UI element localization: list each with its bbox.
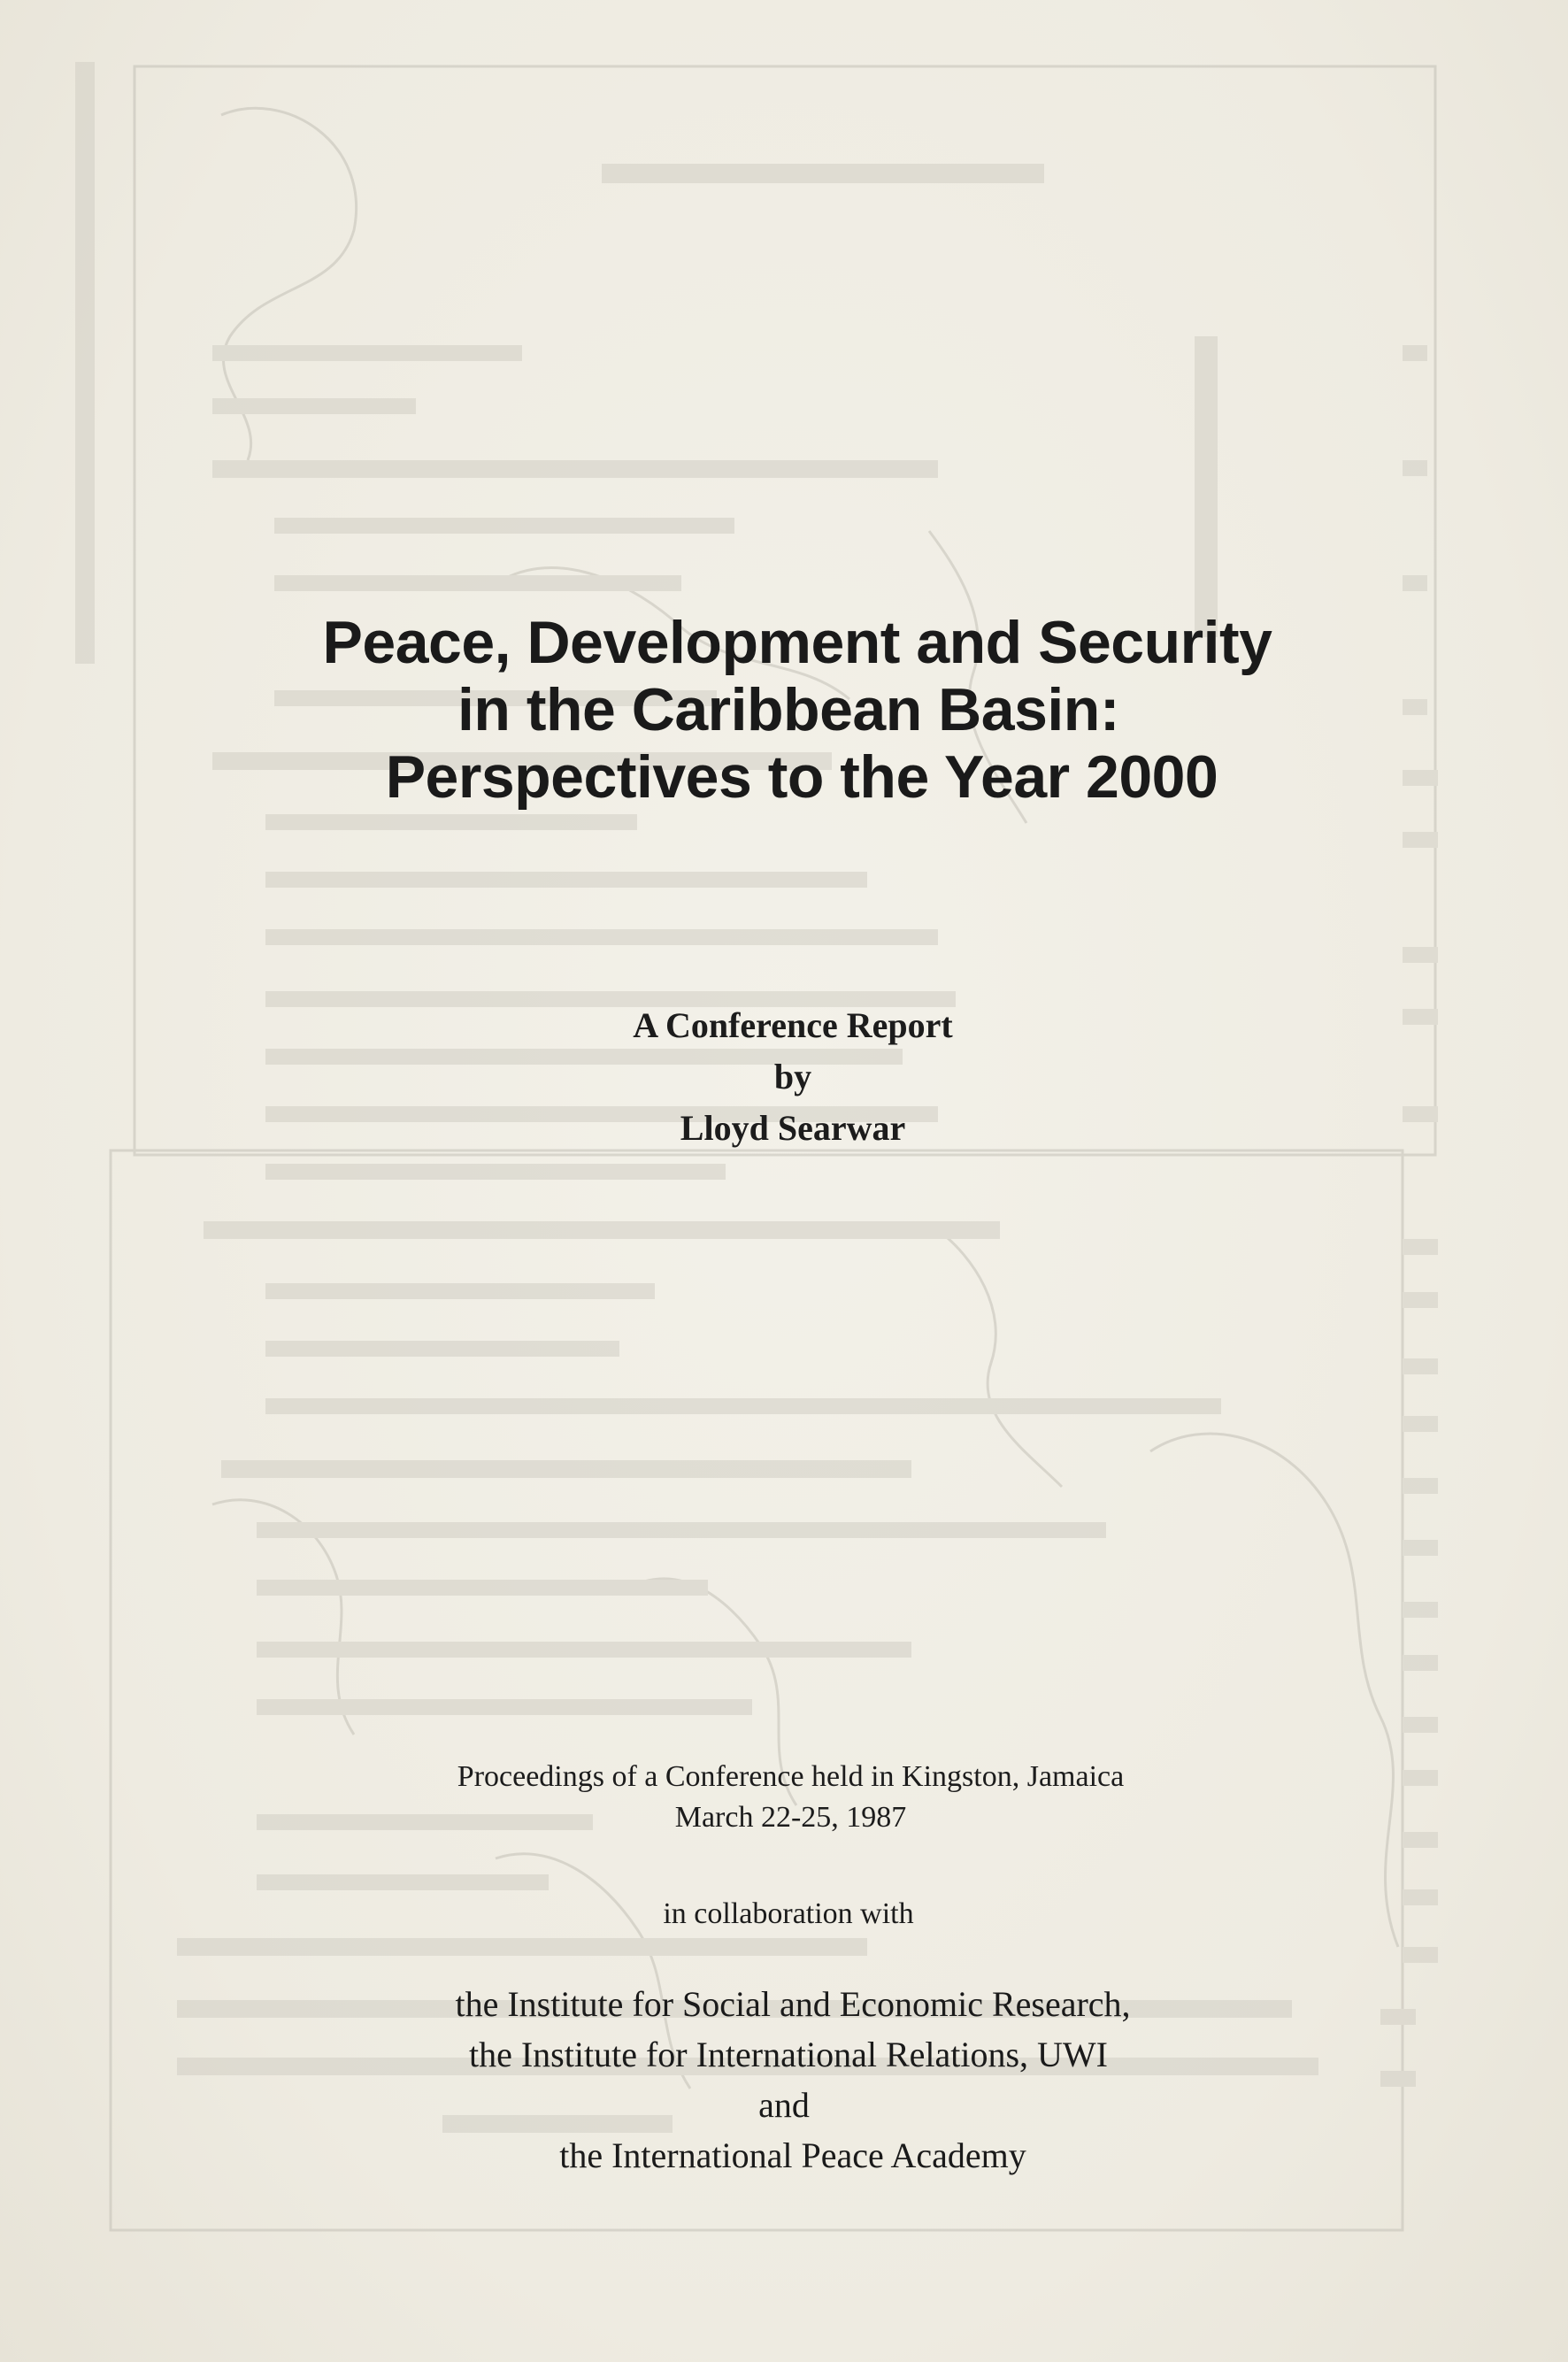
author-name: Lloyd Searwar [680, 1108, 906, 1148]
title-line-3: Perspectives to the Year 2000 [385, 743, 1218, 811]
conference-dates: March 22-25, 1987 [674, 1801, 907, 1834]
institution-1: the Institute for Social and Economic Research, [455, 1984, 1131, 2024]
title-line-2: in the Caribbean Basin: [457, 676, 1119, 743]
institutions-list [0, 1979, 1568, 2181]
report-type: A Conference Report [633, 1005, 953, 1045]
collaboration-label: in collaboration with [663, 1897, 914, 1930]
institution-2: the Institute for International Relations, UWI [468, 2035, 1108, 2074]
report-byline [0, 1000, 1568, 1154]
institution-3: the International Peace Academy [559, 2135, 1026, 2175]
title-line-1: Peace, Development and Security [322, 609, 1272, 676]
document-title [0, 609, 1568, 811]
proceedings-info [0, 1757, 1568, 1838]
by-label: by [773, 1057, 812, 1096]
conjunction-and: and [758, 2085, 810, 2125]
proceedings-line: Proceedings of a Conference held in Kingston, Jamaica [457, 1760, 1125, 1793]
